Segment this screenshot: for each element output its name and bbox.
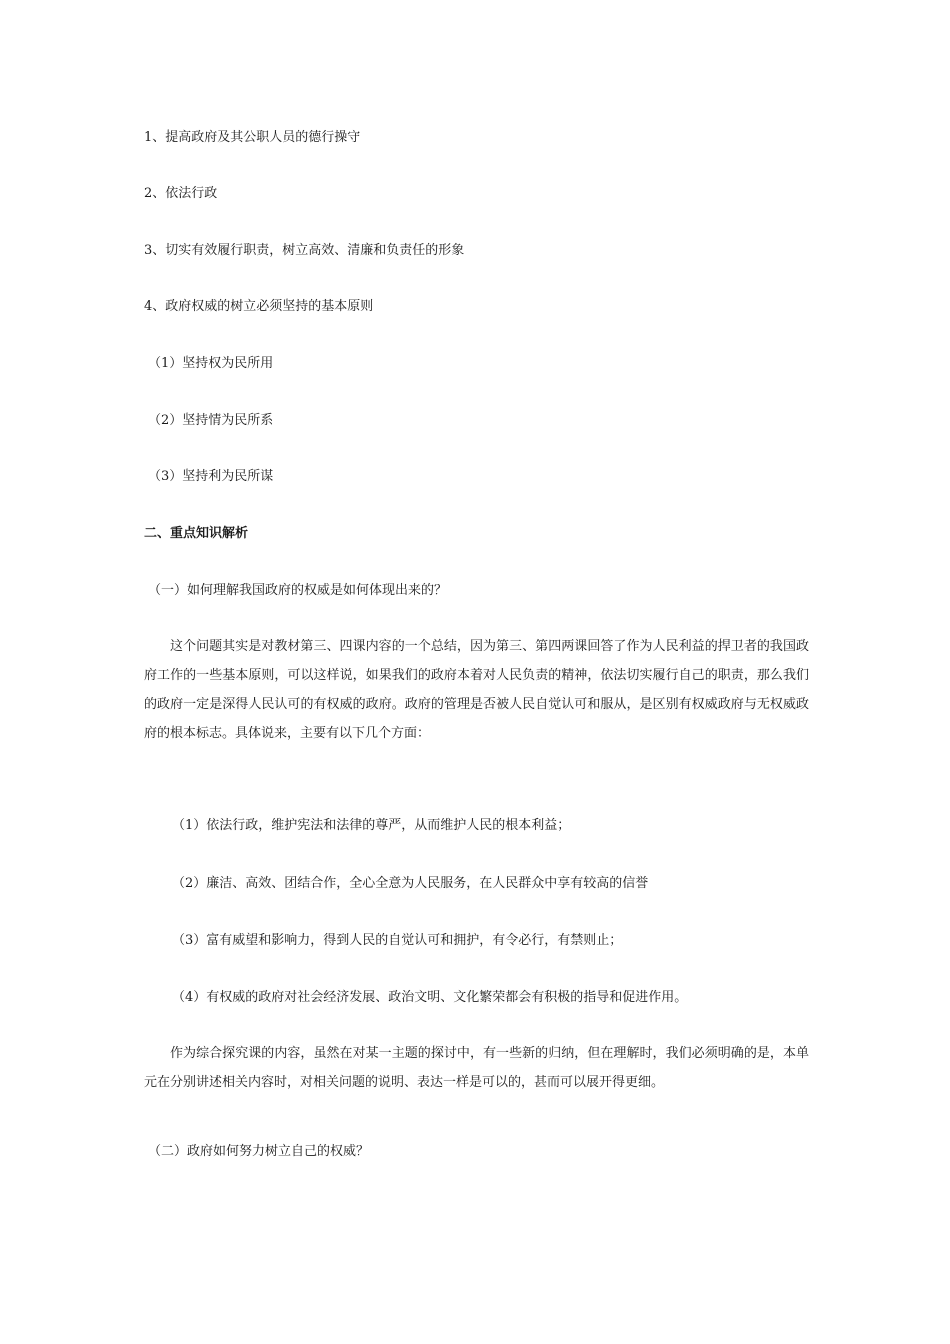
list-item: 1、提高政府及其公职人员的德行操守 bbox=[144, 130, 361, 145]
point-item: （1）依法行政，维护宪法和法律的尊严，从而维护人民的根本利益； bbox=[172, 818, 571, 833]
question-heading: （二）政府如何努力树立自己的权威？ bbox=[148, 1144, 370, 1159]
list-item: 3、切实有效履行职责，树立高效、清廉和负责任的形象 bbox=[144, 243, 465, 258]
question-heading: （一）如何理解我国政府的权威是如何体现出来的？ bbox=[148, 583, 448, 598]
body-paragraph: 这个问题其实是对教材第三、四课内容的一个总结，因为第三、第四两课回答了作为人民利益的捍卫者的我国政府工作的一些基本原则，可以这样说，如果我们的政府本着对人民负责的精神，依法切实履行自己的职责，那么我们的政府一定是深得人民认可的有权威的政府。政府的管理是否被人民自觉认可和服从，是区别有权威政府与无权威政府的根本标志。具体说来，主要有以下几个方面： bbox=[144, 639, 809, 741]
point-item: （4）有权威的政府对社会经济发展、政治文明、文化繁荣都会有积极的指导和促进作用。 bbox=[172, 990, 688, 1005]
summary-paragraph: 作为综合探究课的内容，虽然在对某一主题的探讨中，有一些新的归纳，但在理解时，我们必须明确的是，本单元在分别讲述相关内容时，对相关问题的说明、表达一样是可以的，甚而可以展开得更细。 bbox=[144, 1046, 809, 1090]
section-title: 二、重点知识解析 bbox=[144, 526, 249, 541]
principle-item: （2）坚持情为民所系 bbox=[148, 413, 274, 428]
principle-item: （1）坚持权为民所用 bbox=[148, 356, 274, 371]
point-item: （2）廉洁、高效、团结合作，全心全意为人民服务，在人民群众中享有较高的信誉 bbox=[172, 876, 649, 891]
list-item: 2、依法行政 bbox=[144, 186, 218, 201]
list-item: 4、政府权威的树立必须坚持的基本原则 bbox=[144, 299, 374, 314]
point-item: （3）富有威望和影响力，得到人民的自觉认可和拥护，有令必行，有禁则止； bbox=[172, 933, 623, 948]
principle-item: （3）坚持利为民所谋 bbox=[148, 469, 274, 484]
